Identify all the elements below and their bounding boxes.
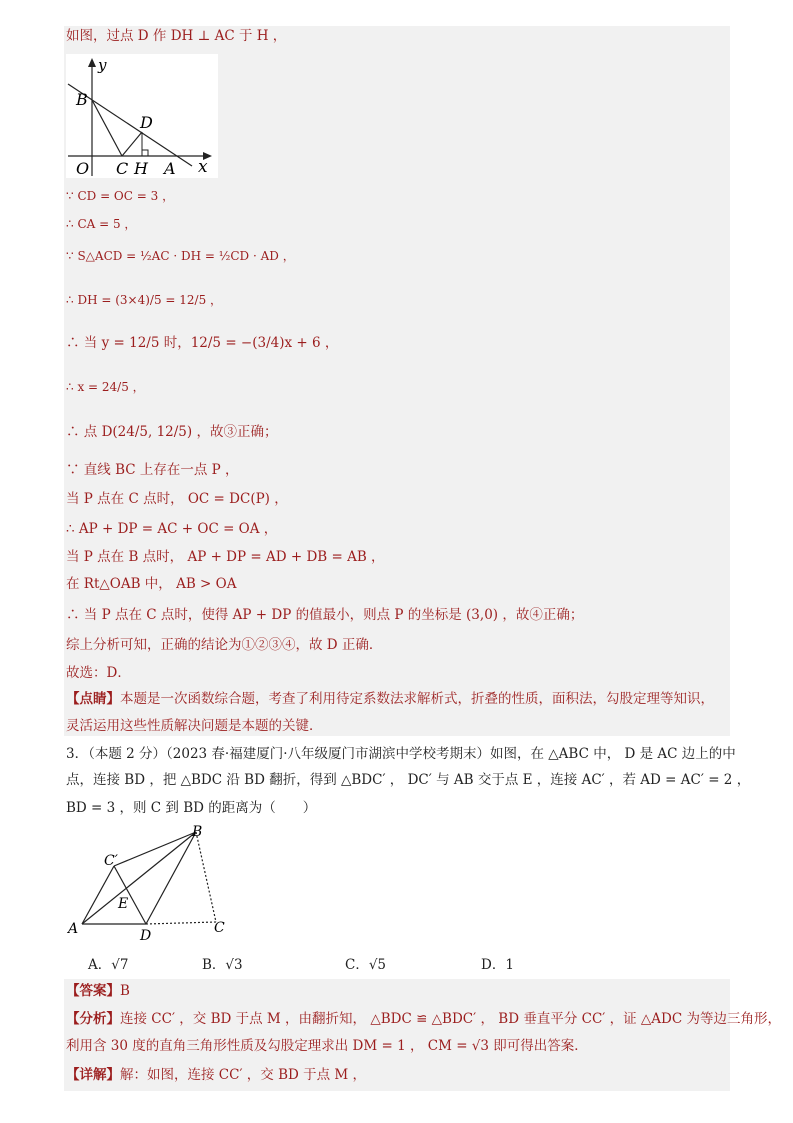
fig2-label-c: C	[214, 920, 225, 936]
answer-tag: 【答案】	[66, 983, 120, 999]
question-3-line-3: BD = 3 ，则 C 到 BD 的距离为（ ）	[66, 800, 317, 816]
option-b[interactable]: B．√3	[202, 957, 243, 973]
fig1-label-h: H	[134, 159, 148, 178]
fig1-label-y: y	[98, 56, 107, 74]
solution-line-1: 如图，过点 D 作 DH ⊥ AC 于 H ，	[66, 28, 287, 44]
dianjing-line-2: 灵活运用这些性质解决问题是本题的关键．	[66, 718, 323, 734]
option-d[interactable]: D．1	[481, 957, 514, 973]
dianjing-line-1	[66, 690, 714, 708]
detail-line	[66, 1066, 366, 1084]
option-a[interactable]: A．√7	[88, 957, 129, 973]
detail-tag: 【详解】	[66, 1067, 120, 1083]
fig2-label-e: E	[118, 896, 129, 912]
fig1-label-b: B	[76, 90, 88, 109]
option-c[interactable]: C．√5	[345, 957, 387, 973]
solution-line-5: ∴ DH = (3×4)/5 = 12/5 ，	[66, 293, 223, 307]
fig1-label-d: D	[140, 113, 153, 132]
analysis-line-2: 利用含 30 度的直角三角形性质及勾股定理求出 DM = 1 ， CM = √3 即可得出答案．	[66, 1038, 588, 1054]
solution-line-16: 故选：D．	[66, 665, 131, 681]
answer-value: B	[120, 983, 130, 999]
solution-line-10: 当 P 点在 C 点时， OC = DC(P) ，	[66, 491, 288, 507]
analysis-text: 连接 CC′ ，交 BD 于点 M ，由翻折知， △BDC ≌ △BDC′ ， BD 垂直平分 CC′ ，证 △ADC 为等边三角形，	[120, 1011, 781, 1027]
solution-line-11: ∴ AP + DP = AC + OC = OA ，	[66, 521, 278, 537]
fig2-label-d: D	[140, 928, 152, 944]
solution-line-7: ∴ x = 24/5 ，	[66, 380, 145, 394]
coordinate-figure	[66, 54, 218, 178]
solution-line-4: ∵ S△ACD = ½AC · DH = ½CD · AD ，	[66, 249, 295, 263]
fig2-label-b: B	[192, 824, 203, 840]
solution-line-8: ∴ 点 D(24/5, 12/5) ，故③正确；	[66, 424, 278, 440]
fig1-label-c: C	[116, 159, 129, 178]
solution-line-9: ∵ 直线 BC 上存在一点 P ，	[66, 462, 239, 478]
detail-text: 解：如图，连接 CC′ ，交 BD 于点 M ，	[120, 1067, 367, 1083]
answer-line	[66, 982, 130, 1000]
solution-line-12: 当 P 点在 B 点时， AP + DP = AD + DB = AB ，	[66, 549, 385, 565]
solution-line-2: ∵ CD = OC = 3 ，	[66, 189, 175, 203]
dianjing-text: 本题是一次函数综合题，考查了利用待定系数法求解析式，折叠的性质，面积法，勾股定理等知识，	[120, 691, 714, 707]
solution-line-15: 综上分析可知，正确的结论为①②③④，故 D 正确．	[66, 637, 383, 653]
fig1-label-a: A	[164, 159, 176, 178]
triangle-figure	[62, 818, 232, 944]
fig2-label-c-prime: C′	[104, 853, 118, 869]
fig1-label-o: O	[76, 159, 90, 178]
analysis-tag: 【分析】	[66, 1011, 120, 1027]
question-3-line-2: 点，连接 BD ，把 △BDC 沿 BD 翻折，得到 △BDC′ ， DC′ 与 AB 交于点 E ，连接 AC′ ，若 AD = AC′ = 2 ，	[66, 772, 751, 788]
solution-line-6: ∴ 当 y = 12/5 时，12/5 = −(3/4)x + 6 ，	[66, 335, 339, 351]
solution-line-14: ∴ 当 P 点在 C 点时，使得 AP + DP 的值最小，则点 P 的坐标是 (3,0) ，故④正确；	[66, 607, 584, 623]
dianjing-tag: 【点睛】	[66, 691, 120, 707]
question-3-line-1: 3．（本题 2 分）（2023 春·福建厦门·八年级厦门市湖滨中学校考期末）如图，在 △ABC 中， D 是 AC 边上的中	[66, 746, 736, 762]
solution-line-13: 在 Rt△OAB 中， AB > OA	[66, 576, 237, 592]
fig2-label-a: A	[68, 921, 79, 937]
analysis-line-1	[66, 1010, 781, 1028]
fig1-label-x: x	[198, 157, 208, 177]
solution-line-3: ∴ CA = 5 ，	[66, 217, 137, 231]
